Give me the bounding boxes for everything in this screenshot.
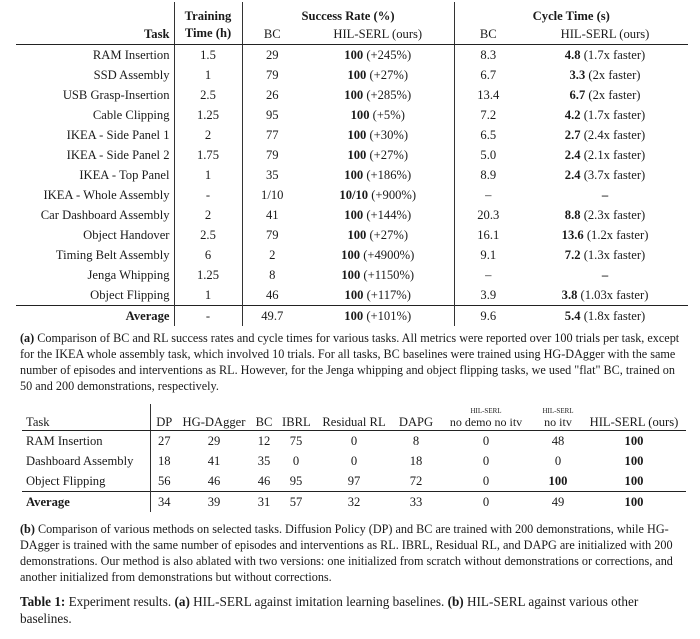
hgdagger-value: 41 (207, 454, 221, 468)
success-rate-hilserl-value: 100 (344, 208, 364, 222)
no-demo-no-itv-value: 0 (482, 434, 490, 448)
training-time: 1.25 (174, 265, 242, 285)
success-rate-hilserl-value: 100 (341, 248, 361, 262)
training-time: 2.5 (174, 85, 242, 105)
cycle-time-hilserl (522, 306, 688, 327)
task-name: Jenga Whipping (87, 268, 170, 282)
cycle-time-hilserl-value: 3.3 (569, 68, 586, 82)
success-rate-hilserl-note: (+245%) (366, 48, 412, 62)
table-b-header-row (22, 404, 686, 431)
table-b-body (22, 431, 686, 513)
success-rate-hilserl-value: 100 (344, 288, 364, 302)
cycle-time-hilserl-note: (2x faster) (588, 88, 641, 102)
no-itv-value: 0 (554, 454, 562, 468)
success-rate-hilserl-note: (+285%) (366, 88, 412, 102)
bc-value: 46 (257, 474, 271, 488)
no-itv-value: 48 (551, 434, 565, 448)
success-rate-hilserl-note: (+27%) (369, 148, 409, 162)
cycle-time-hilserl (522, 105, 688, 125)
table-a-row (16, 205, 688, 225)
success-rate-hilserl (302, 285, 454, 306)
header-b-task: Task (22, 404, 150, 431)
task-name: Car Dashboard Assembly (40, 208, 170, 222)
task-name: Cable Clipping (92, 108, 170, 122)
training-time: 1.75 (174, 145, 242, 165)
results-table-b (22, 404, 686, 512)
cycle-time-hilserl-value: – (601, 268, 609, 282)
training-time: 2 (174, 125, 242, 145)
success-rate-bc: 77 (242, 125, 302, 145)
dp-value: 18 (150, 451, 178, 471)
cycle-time-hilserl-value: 6.7 (569, 88, 586, 102)
hilserl-ours-value: 100 (624, 474, 644, 488)
task-name: Timing Belt Assembly (55, 248, 170, 262)
dapg-value: 8 (412, 434, 420, 448)
no-demo-no-itv-value: 0 (438, 492, 534, 513)
header-bc: BC (250, 404, 278, 431)
cycle-time-hilserl (522, 45, 688, 66)
table-a-row (16, 45, 688, 66)
cycle-time-hilserl-value: 5.4 (564, 309, 581, 323)
task-name: IKEA - Whole Assembly (43, 188, 170, 202)
cycle-time-hilserl-value: 2.4 (564, 148, 581, 162)
table-b-row (22, 451, 686, 471)
cycle-time-bc: 5.0 (454, 145, 522, 165)
success-rate-bc: 8 (242, 265, 302, 285)
hgdagger-value: 39 (178, 492, 250, 513)
cycle-time-hilserl-note: (1.2x faster) (586, 228, 649, 242)
table-caption-a-text: HIL-SERL against imitation learning baselines. (189, 594, 448, 609)
cycle-time-bc: 13.4 (454, 85, 522, 105)
bc-value: 31 (250, 492, 278, 513)
cycle-time-hilserl-note: (3.7x faster) (583, 168, 646, 182)
table-a-row (16, 145, 688, 165)
success-rate-hilserl-note: (+4900%) (363, 248, 415, 262)
success-rate-hilserl (302, 125, 454, 145)
cycle-time-bc: 8.3 (454, 45, 522, 66)
table-b-row (22, 471, 686, 492)
success-rate-hilserl (302, 205, 454, 225)
success-rate-hilserl (302, 165, 454, 185)
success-rate-hilserl (302, 245, 454, 265)
caption-b-text: Comparison of various methods on selected tasks. Diffusion Policy (DP) and BC are trained with 200 demonstrations, while HG-DAgger is trained with the same number of episodes and interventions as RL. IBRL, Residual RL, and DAPG are initialized with 200 demonstrations. Our method is also ablated with two versions: one initialized from scratch without demonstrations or corrections, and another initialized from demonstrations but without corrections. (20, 522, 673, 584)
dp-value: 27 (150, 431, 178, 452)
success-rate-hilserl (302, 85, 454, 105)
success-rate-hilserl-value: 100 (347, 228, 367, 242)
training-time: 1 (174, 165, 242, 185)
cycle-time-hilserl (522, 285, 688, 306)
success-rate-hilserl-note: (+1150%) (363, 268, 415, 282)
header-no-itv (534, 404, 582, 431)
cycle-time-hilserl-note: (2.4x faster) (583, 128, 646, 142)
caption-b-label: (b) (20, 522, 35, 536)
header-training-time (174, 2, 242, 45)
cycle-time-hilserl-value: 2.4 (564, 168, 581, 182)
bc-value: 12 (257, 434, 271, 448)
dp-value: 34 (150, 492, 178, 513)
cycle-time-hilserl-note: (2x faster) (588, 68, 641, 82)
success-rate-bc: 41 (242, 205, 302, 225)
training-time: 1.25 (174, 105, 242, 125)
task-name: RAM Insertion (92, 48, 170, 62)
cycle-time-hilserl (522, 185, 688, 205)
cycle-time-hilserl (522, 65, 688, 85)
task-name: Average (16, 306, 174, 327)
ibrl-value: 57 (278, 492, 314, 513)
success-rate-hilserl-note: (+30%) (369, 128, 409, 142)
cycle-time-hilserl-note: (1.3x faster) (583, 248, 646, 262)
success-rate-bc: 35 (242, 165, 302, 185)
success-rate-hilserl-value: 10/10 (339, 188, 369, 202)
cycle-time-hilserl-note: (2.1x faster) (583, 148, 646, 162)
success-rate-bc: 26 (242, 85, 302, 105)
cycle-time-hilserl (522, 125, 688, 145)
task-name: Dashboard Assembly (26, 454, 134, 468)
cycle-time-hilserl-value: 3.8 (561, 288, 578, 302)
cycle-time-bc: 16.1 (454, 225, 522, 245)
table-a-body (16, 45, 688, 327)
success-rate-hilserl-value: 100 (344, 48, 364, 62)
cycle-time-hilserl (522, 205, 688, 225)
success-rate-hilserl-value: 100 (344, 168, 364, 182)
table-caption-b-text: HIL-SERL against various other baselines. (20, 594, 639, 626)
table-b-average-row (22, 492, 686, 513)
success-rate-hilserl-note: (+186%) (366, 168, 412, 182)
success-rate-hilserl-value: 100 (347, 128, 367, 142)
cycle-time-hilserl (522, 265, 688, 285)
success-rate-bc: 1/10 (242, 185, 302, 205)
success-rate-bc: 79 (242, 145, 302, 165)
bc-value: 35 (257, 454, 271, 468)
residual-rl-value: 0 (350, 434, 358, 448)
success-rate-bc: 79 (242, 65, 302, 85)
no-demo-no-itv-value: 0 (482, 454, 490, 468)
cycle-time-bc: 3.9 (454, 285, 522, 306)
no-itv-value: 100 (548, 474, 568, 488)
success-rate-hilserl (302, 225, 454, 245)
cycle-time-hilserl (522, 225, 688, 245)
success-rate-bc: 95 (242, 105, 302, 125)
training-time: 2 (174, 205, 242, 225)
header-no-itv-big: no itv (544, 415, 572, 429)
cycle-time-hilserl-note: (1.8x faster) (583, 309, 646, 323)
table-a-row (16, 245, 688, 265)
header-training-line-2: Time (h) (184, 26, 232, 40)
success-rate-hilserl (302, 145, 454, 165)
task-name: Average (22, 492, 150, 513)
dapg-value: 72 (409, 474, 423, 488)
header-hgdagger: HG-DAgger (178, 404, 250, 431)
hgdagger-value: 46 (207, 474, 221, 488)
success-rate-hilserl (302, 65, 454, 85)
ibrl-value: 95 (289, 474, 303, 488)
header-ours: HIL-SERL (ours) (582, 404, 686, 431)
header-ibrl: IBRL (278, 404, 314, 431)
header-task: Task (16, 2, 174, 45)
table-a-header-row-1 (16, 2, 688, 24)
table-a-row (16, 285, 688, 306)
success-rate-hilserl-value: 100 (347, 68, 367, 82)
caption-a-text: Comparison of BC and RL success rates and cycle times for various tasks. All metrics were reported over 100 trials per task, except for the IKEA whole assembly task, which involved 10 trials. For all tasks, BC baselines were trained using HG-DAgger with the same number of episodes and interventions as RL. However, for the Jenga whipping and object flipping tasks, we used "flat" BC, trained on 50 and 200 demonstrations, respectively. (20, 331, 680, 393)
cycle-time-hilserl-note: (2.3x faster) (583, 208, 646, 222)
table-caption-b-label: (b) (447, 594, 464, 609)
training-time: 1 (174, 65, 242, 85)
training-time: - (174, 306, 242, 327)
header-dp: DP (150, 404, 178, 431)
header-residual-rl: Residual RL (314, 404, 394, 431)
table-a-row (16, 225, 688, 245)
cycle-time-bc: 20.3 (454, 205, 522, 225)
cycle-time-bc: 9.6 (454, 306, 522, 327)
no-itv-value: 49 (534, 492, 582, 513)
table-a-row (16, 65, 688, 85)
hilserl-ours-value: 100 (624, 454, 644, 468)
table-caption-a-label: (a) (174, 594, 190, 609)
task-name: SSD Assembly (93, 68, 170, 82)
task-name: IKEA - Top Panel (79, 168, 170, 182)
cycle-time-bc: – (454, 265, 522, 285)
success-rate-hilserl-note: (+27%) (369, 228, 409, 242)
success-rate-bc: 46 (242, 285, 302, 306)
hilserl-ours-value: 100 (624, 434, 644, 448)
success-rate-hilserl-value: 100 (344, 88, 364, 102)
cycle-time-bc: 9.1 (454, 245, 522, 265)
table-a-row (16, 265, 688, 285)
success-rate-hilserl-value: 100 (341, 268, 361, 282)
table-caption (20, 593, 682, 627)
table-a-row (16, 85, 688, 105)
success-rate-hilserl-value: 100 (350, 108, 370, 122)
success-rate-hilserl (302, 265, 454, 285)
cycle-time-hilserl (522, 85, 688, 105)
success-rate-hilserl-note: (+101%) (366, 309, 412, 323)
success-rate-hilserl-note: (+900%) (371, 188, 417, 202)
success-rate-hilserl-value: 100 (347, 148, 367, 162)
caption-a (20, 330, 682, 394)
success-rate-hilserl (302, 45, 454, 66)
training-time: 1.5 (174, 45, 242, 66)
cycle-time-hilserl (522, 245, 688, 265)
header-no-itv-small: HIL-SERL (542, 407, 574, 415)
cycle-time-hilserl-note: (1.7x faster) (583, 48, 646, 62)
header-no-demo-big: no demo no itv (449, 415, 523, 429)
task-name: IKEA - Side Panel 1 (66, 128, 170, 142)
header-ct-bc: BC (454, 24, 522, 45)
ibrl-value: 0 (292, 454, 300, 468)
cycle-time-bc: 6.7 (454, 65, 522, 85)
success-rate-hilserl-note: (+117%) (366, 288, 411, 302)
table-a-average-row (16, 306, 688, 327)
success-rate-bc: 2 (242, 245, 302, 265)
success-rate-hilserl-note: (+5%) (372, 108, 405, 122)
task-name: Object Flipping (90, 288, 170, 302)
residual-rl-value: 32 (314, 492, 394, 513)
training-time: 1 (174, 285, 242, 306)
header-training-line-1: Training (184, 9, 232, 23)
cycle-time-hilserl-note: (1.03x faster) (580, 288, 649, 302)
caption-b (20, 521, 682, 585)
header-success-rate: Success Rate (%) (242, 2, 454, 24)
task-name: USB Grasp-Insertion (62, 88, 170, 102)
header-cycle-time: Cycle Time (s) (454, 2, 688, 24)
task-name: IKEA - Side Panel 2 (66, 148, 170, 162)
success-rate-hilserl (302, 306, 454, 327)
dapg-value: 18 (409, 454, 423, 468)
cycle-time-bc: – (454, 185, 522, 205)
cycle-time-bc: 6.5 (454, 125, 522, 145)
success-rate-bc: 79 (242, 225, 302, 245)
cycle-time-bc: 7.2 (454, 105, 522, 125)
table-a-row (16, 165, 688, 185)
table-a-row (16, 105, 688, 125)
task-name: RAM Insertion (26, 434, 103, 448)
cycle-time-hilserl-value: 4.2 (564, 108, 581, 122)
residual-rl-value: 0 (350, 454, 358, 468)
cycle-time-hilserl-value: 13.6 (561, 228, 584, 242)
header-no-demo-small: HIL-SERL (470, 407, 502, 415)
table-a-row (16, 125, 688, 145)
cycle-time-hilserl-value: 4.8 (564, 48, 581, 62)
task-name: Object Flipping (26, 474, 106, 488)
cycle-time-hilserl-value: 2.7 (564, 128, 581, 142)
cycle-time-hilserl (522, 145, 688, 165)
cycle-time-bc: 8.9 (454, 165, 522, 185)
header-no-demo-no-itv (438, 404, 534, 431)
header-sr-bc: BC (242, 24, 302, 45)
success-rate-hilserl (302, 185, 454, 205)
training-time: 6 (174, 245, 242, 265)
results-table-a (16, 2, 688, 326)
success-rate-hilserl-note: (+144%) (366, 208, 412, 222)
dp-value: 56 (150, 471, 178, 492)
table-caption-label: Table 1: (20, 594, 66, 609)
training-time: - (174, 185, 242, 205)
hgdagger-value: 29 (207, 434, 221, 448)
no-demo-no-itv-value: 0 (482, 474, 490, 488)
header-dapg: DAPG (394, 404, 438, 431)
caption-a-label: (a) (20, 331, 35, 345)
residual-rl-value: 97 (347, 474, 361, 488)
cycle-time-hilserl-value: 7.2 (564, 248, 581, 262)
success-rate-hilserl-value: 100 (344, 309, 364, 323)
cycle-time-hilserl-value: 8.8 (564, 208, 581, 222)
cycle-time-hilserl-note: (1.7x faster) (583, 108, 646, 122)
success-rate-hilserl (302, 105, 454, 125)
table-caption-text: Experiment results. (65, 594, 175, 609)
success-rate-bc: 49.7 (242, 306, 302, 327)
ibrl-value: 75 (289, 434, 303, 448)
success-rate-bc: 29 (242, 45, 302, 66)
cycle-time-hilserl-value: – (601, 188, 609, 202)
success-rate-hilserl-note: (+27%) (369, 68, 409, 82)
task-name: Object Handover (83, 228, 170, 242)
hilserl-ours-value: 100 (582, 492, 686, 513)
table-b-row (22, 431, 686, 452)
table-a-row (16, 185, 688, 205)
training-time: 2.5 (174, 225, 242, 245)
dapg-value: 33 (394, 492, 438, 513)
header-ct-hil: HIL-SERL (ours) (522, 24, 688, 45)
header-sr-hil: HIL-SERL (ours) (302, 24, 454, 45)
cycle-time-hilserl (522, 165, 688, 185)
